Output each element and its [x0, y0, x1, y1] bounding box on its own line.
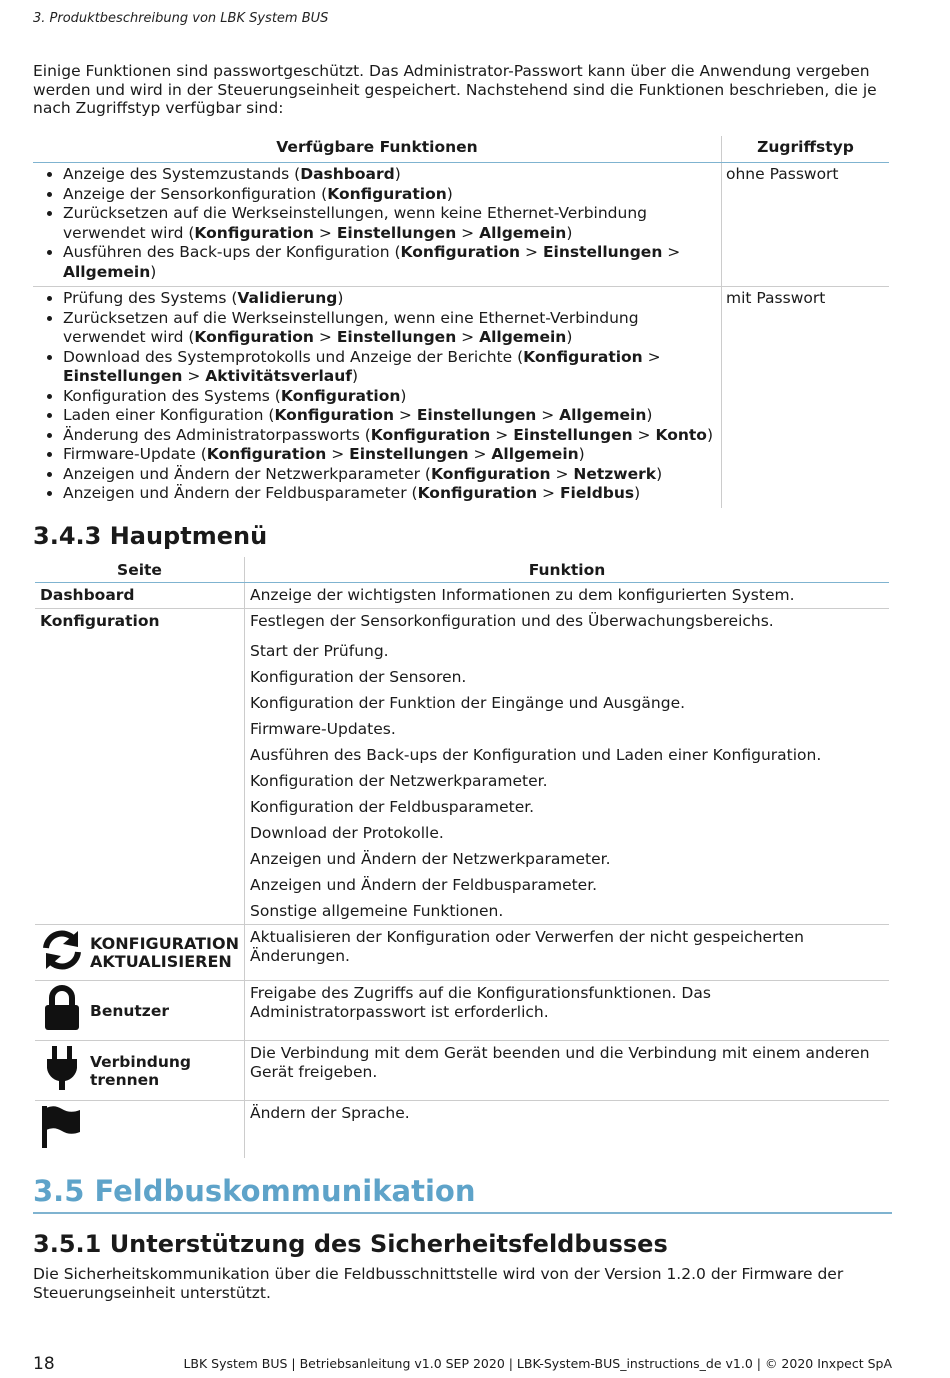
list-item: • Zurücksetzen auf die Werkseinstellungen, wenn keine Ethernet-Verbindung verwendet wird (Konfiguration > Einstellungen > Allgemein) — [63, 204, 717, 243]
table-row — [33, 287, 889, 508]
page-function: Die Verbindung mit dem Gerät beenden und die Verbindung mit einem anderen Gerät freigeben. — [245, 1041, 890, 1101]
plug-icon — [40, 1044, 84, 1097]
page-function: Freigabe des Zugriffs auf die Konfigurationsfunktionen. Das Administratorpasswort ist erforderlich. — [245, 981, 890, 1041]
page-name: Dashboard — [35, 583, 245, 609]
column-header-function: Funktion — [245, 557, 890, 583]
list-item: • Download des Systemprotokolls und Anzeige der Berichte (Konfiguration > Einstellungen > Aktivitätsverlauf) — [63, 348, 717, 387]
access-type: mit Passwort — [726, 289, 826, 307]
table-row — [35, 1101, 889, 1159]
intro-paragraph: Einige Funktionen sind passwortgeschützt. Das Administrator-Passwort kann über die Anwendung vergeben werden und wird in der Steuerungseinheit gespeichert. Nachstehend sind die Funktionen beschrieben, die je nach Zugriffstyp verfügbar sind: — [33, 62, 877, 117]
function-line: Sonstige allgemeine Funktionen. — [250, 902, 504, 920]
function-line: Konfiguration der Funktion der Eingänge und Ausgänge. — [250, 694, 686, 712]
column-header-access: Zugriffstyp — [722, 136, 890, 163]
access-type: ohne Passwort — [722, 163, 890, 287]
function-line: Konfiguration der Netzwerkparameter. — [250, 772, 548, 790]
function-line: Download der Protokolle. — [250, 824, 444, 842]
disconnect-label-line1: Verbindung — [90, 1052, 192, 1071]
subsection-heading-safety-fieldbus: 3.5.1 Unterstützung des Sicherheitsfeldbusses — [33, 1230, 668, 1258]
page-function: Aktualisieren der Konfiguration oder Verwerfen der nicht gespeicherten Änderungen. — [245, 925, 890, 981]
page-function: Ändern der Sprache. — [250, 1104, 410, 1122]
function-line: Firmware-Updates. — [250, 720, 396, 738]
function-line: Konfiguration der Sensoren. — [250, 668, 467, 686]
function-list-no-password — [37, 165, 717, 282]
user-label: Benutzer — [90, 1001, 169, 1020]
list-item: • Ausführen des Back-ups der Konfiguration (Konfiguration > Einstellungen > Allgemein) — [63, 243, 717, 282]
list-item: • Firmware-Update (Konfiguration > Einstellungen > Allgemein) — [63, 445, 717, 465]
section-divider — [33, 1212, 892, 1214]
table-row — [35, 1041, 889, 1101]
function-line: Start der Prüfung. — [250, 642, 389, 660]
page-function: Anzeige der wichtigsten Informationen zu dem konfigurierten System. — [245, 583, 890, 609]
list-item: • Prüfung des Systems (Validierung) — [63, 289, 717, 309]
function-line: Konfiguration der Feldbusparameter. — [250, 798, 535, 816]
safety-fieldbus-paragraph: Die Sicherheitskommunikation über die Feldbusschnittstelle wird von der Version 1.2.0 der Firmware der Steuerungseinheit unterstützt. — [33, 1265, 844, 1302]
refresh-label-line2: AKTUALISIEREN — [90, 951, 232, 971]
list-item: • Anzeige des Systemzustands (Dashboard) — [63, 165, 717, 185]
page-footer: LBK System BUS | Betriebsanleitung v1.0 SEP 2020 | LBK-System-BUS_instructions_de v1.0 | © 2020 Inxpect SpA — [183, 1356, 892, 1371]
table-row — [33, 163, 889, 287]
section-heading-fieldbus: 3.5 Feldbuskommunikation — [33, 1174, 476, 1208]
page-name: Konfiguration — [35, 609, 245, 925]
access-table — [33, 136, 889, 508]
main-menu-table — [35, 557, 889, 1158]
section-heading-main-menu: 3.4.3 Hauptmenü — [33, 522, 268, 550]
list-item: • Änderung des Administratorpassworts (Konfiguration > Einstellungen > Konto) — [63, 426, 717, 446]
function-line: Anzeigen und Ändern der Netzwerkparameter. — [250, 850, 611, 868]
page-function-list — [245, 609, 890, 925]
disconnect-label-line2: trennen — [90, 1070, 160, 1089]
function-line: Anzeigen und Ändern der Feldbusparameter. — [250, 876, 598, 894]
function-list-password — [37, 289, 717, 504]
column-header-functions: Verfügbare Funktionen — [33, 136, 722, 163]
flag-icon — [40, 1136, 84, 1154]
list-item: • Konfiguration des Systems (Konfiguration) — [63, 387, 717, 407]
list-item: • Laden einer Konfiguration (Konfiguration > Einstellungen > Allgemein) — [63, 406, 717, 426]
refresh-label-line1: KONFIGURATION — [90, 933, 239, 953]
refresh-icon — [40, 928, 84, 977]
table-row — [35, 583, 889, 609]
table-row — [35, 981, 889, 1041]
page-header: 3. Produktbeschreibung von LBK System BUS — [33, 11, 329, 26]
table-row — [35, 609, 889, 925]
column-header-page: Seite — [35, 557, 245, 583]
function-line: Ausführen des Back-ups der Konfiguration und Laden einer Konfiguration. — [250, 746, 822, 764]
list-item: • Anzeige der Sensorkonfiguration (Konfiguration) — [63, 185, 717, 205]
list-item: • Zurücksetzen auf die Werkseinstellungen, wenn eine Ethernet-Verbindung verwendet wird (Konfiguration > Einstellungen > Allgemein) — [63, 309, 717, 348]
lock-icon — [40, 984, 84, 1037]
list-item: • Anzeigen und Ändern der Feldbusparameter (Konfiguration > Fieldbus) — [63, 484, 717, 504]
page-number: 18 — [33, 1354, 55, 1374]
list-item: • Anzeigen und Ändern der Netzwerkparameter (Konfiguration > Netzwerk) — [63, 465, 717, 485]
table-row — [35, 925, 889, 981]
function-line: Festlegen der Sensorkonfiguration und des Überwachungsbereichs. — [250, 612, 774, 630]
